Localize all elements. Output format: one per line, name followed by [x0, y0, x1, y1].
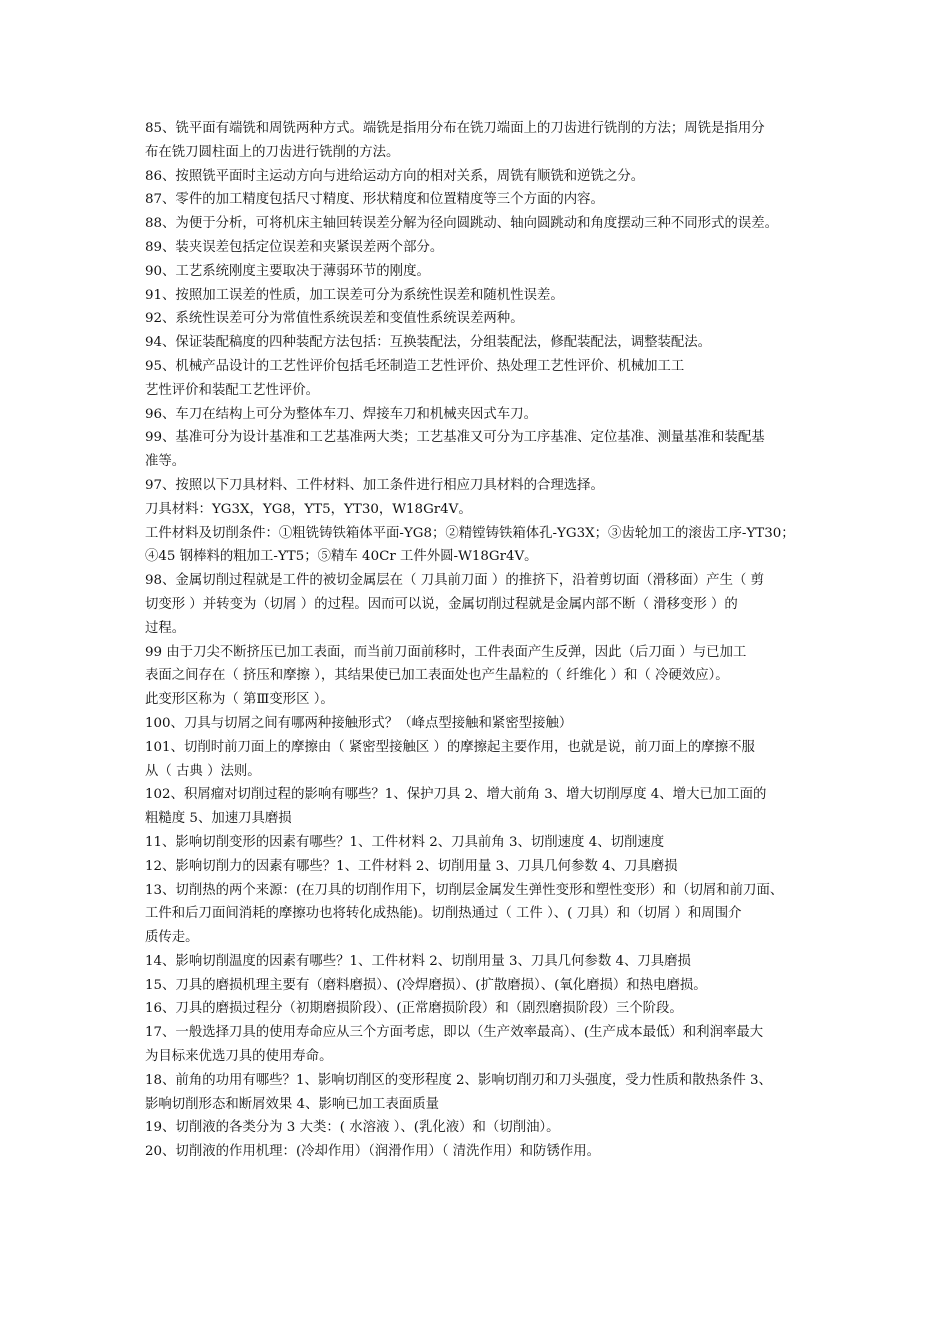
text-line: 102、积屑瘤对切削过程的影响有哪些？1、保护刀具 2、增大前角 3、增大切削厚度 4、增大已加工面的	[145, 787, 767, 803]
text-line: 98、金属切削过程就是工件的被切金属层在（ 刀具前刀面 ）的推挤下，沿着剪切面（滑移面）产生（ 剪	[145, 573, 764, 589]
text-line: 粗糙度 5、加速刀具磨损	[145, 811, 292, 827]
text-line: 97、按照以下刀具材料、工件材料、加工条件进行相应刀具材料的合理选择。	[145, 477, 604, 493]
text-line: 影响切削形态和断屑效果 4、影响已加工表面质量	[145, 1096, 439, 1112]
text-line: 从（ 古典 ）法则。	[145, 763, 261, 779]
text-line: 11、影响切削变形的因素有哪些？1、工件材料 2、刀具前角 3、切削速度 4、切削速度	[145, 834, 665, 850]
text-line: 91、按照加工误差的性质，加工误差可分为系统性误差和随机性误差。	[145, 287, 564, 303]
text-line: 90、工艺系统刚度主要取决于薄弱环节的刚度。	[145, 263, 430, 279]
text-line: 12、影响切削力的因素有哪些？1、工件材料 2、切削用量 3、刀具几何参数 4、刀具磨损	[145, 858, 678, 874]
text-line: 表面之间存在（ 挤压和摩擦 ），其结果使已加工表面处也产生晶粒的（ 纤维化 ）和（ 冷硬效应）。	[145, 668, 729, 684]
text-line: 86、按照铣平面时主运动方向与进给运动方向的相对关系，周铣有顺铣和逆铣之分。	[145, 168, 645, 184]
text-line: ④45 钢棒料的粗加工-YT5；⑤精车 40Cr 工件外圆-W18Gr4V。	[145, 549, 538, 565]
text-line: 此变形区称为（ 第Ⅲ变形区 ）。	[145, 692, 334, 708]
text-line: 切变形 ）并转变为（切屑 ）的过程。因而可以说，金属切削过程就是金属内部不断（ 滑移变形 ）的	[145, 596, 738, 612]
text-line: 为目标来优选刀具的使用寿命。	[145, 1049, 333, 1065]
text-line: 88、为便于分析，可将机床主轴回转误差分解为径向圆跳动、轴向圆跳动和角度摆动三种不同形式的误差。	[145, 216, 779, 232]
text-line: 99 由于刀尖不断挤压已加工表面，而当前刀面前移时，工件表面产生反弹，因此（后刀面 ）与已加工	[145, 644, 747, 660]
text-line: 工件材料及切削条件：①粗铣铸铁箱体平面-YG8；②精镗铸铁箱体孔-YG3X；③齿轮加工的滚齿工序-YT30；	[145, 525, 795, 541]
text-line: 15、刀具的磨损机理主要有（磨料磨损）、(冷焊磨损）、(扩散磨损）、(氧化磨损）和热电磨损。	[145, 977, 707, 993]
text-line: 质传走。	[145, 930, 199, 946]
text-line: 艺性评价和装配工艺性评价。	[145, 382, 320, 398]
document-body	[145, 117, 813, 1164]
text-line: 96、车刀在结构上可分为整体车刀、焊接车刀和机械夹因式车刀。	[145, 406, 537, 422]
text-line: 16、刀具的磨损过程分（初期磨损阶段）、(正常磨损阶段）和（剧烈磨损阶段）三个阶段。	[145, 1001, 683, 1017]
text-line: 19、切削液的各类分为 3 大类：( 水溶液 ）、(乳化液）和（切削油）。	[145, 1120, 560, 1136]
text-line: 101、切削时前刀面上的摩擦由（ 紧密型接触区 ）的摩擦起主要作用，也就是说，前刀面上的摩擦不服	[145, 739, 755, 755]
text-line: 14、影响切削温度的因素有哪些？1、工件材料 2、切削用量 3、刀具几何参数 4、刀具磨损	[145, 953, 691, 969]
text-line: 100、刀具与切屑之间有哪两种接触形式？（峰点型接触和紧密型接触）	[145, 715, 573, 731]
text-line: 87、零件的加工精度包括尺寸精度、形状精度和位置精度等三个方面的内容。	[145, 192, 604, 208]
text-line: 94、保证装配稿度的四种装配方法包括：互换装配法，分组装配法，修配装配法，调整装配法。	[145, 335, 712, 351]
text-line: 准等。	[145, 454, 186, 470]
text-line: 89、装夹误差包括定位误差和夹紧误差两个部分。	[145, 239, 444, 255]
text-line: 13、切削热的两个来源：(在刀具的切削作用下，切削层金属发生弹性变形和塑性变形）和（切屑和前刀面、	[145, 882, 784, 898]
text-line: 18、前角的功用有哪些？1、影响切削区的变形程度 2、影响切削刃和刀头强度，受力性质和散热条件 3、	[145, 1072, 772, 1088]
text-line: 过程。	[145, 620, 186, 636]
text-line: 95、机械产品设计的工艺性评价包括毛坯制造工艺性评价、热处理工艺性评价、机械加工工	[145, 358, 685, 374]
text-line: 工件和后刀面间消耗的摩擦功也将转化成热能)。切削热通过（ 工件 ）、( 刀具）和（切屑 ）和周围介	[145, 906, 742, 922]
text-line: 85、铣平面有端铣和周铣两种方式。端铣是指用分布在铣刀端面上的刀齿进行铣削的方法；周铣是指用分	[145, 121, 765, 136]
text-line: 布在铣刀圆柱面上的刀齿进行铣削的方法。	[145, 144, 400, 160]
text-line: 92、系统性误差可分为常值性系统误差和变值性系统误差两种。	[145, 311, 524, 327]
text-line: 刀具材料：YG3X，YG8，YT5，YT30，W18Gr4V。	[145, 501, 472, 517]
text-line: 17、一般选择刀具的使用寿命应从三个方面考虑，即以（生产效率最高）、(生产成本最低）和利润率最大	[145, 1025, 764, 1041]
text-line: 99、基准可分为设计基准和工艺基准两大类；工艺基准又可分为工序基准、定位基准、测量基准和装配基	[145, 430, 765, 446]
text-line: 20、切削液的作用机理：(冷却作用）（润滑作用）（ 清洗作用）和防锈作用。	[145, 1144, 601, 1160]
